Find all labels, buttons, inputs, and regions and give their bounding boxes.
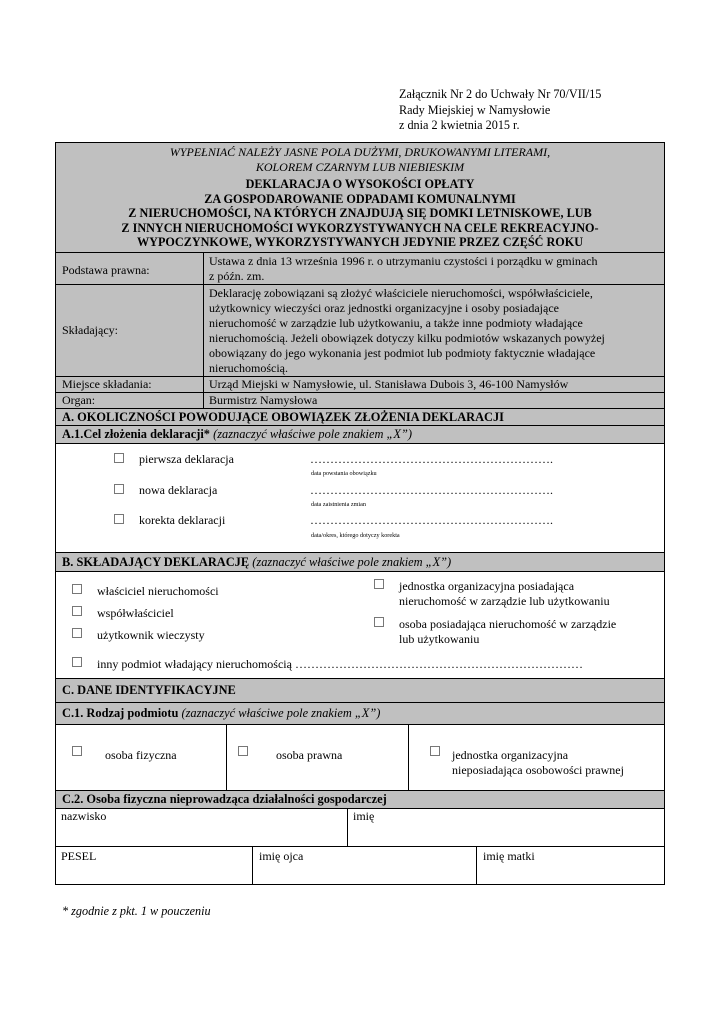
natural-person-label: osoba fizyczna <box>105 748 177 762</box>
perpetual-user-label: użytkownik wieczysty <box>97 628 205 642</box>
first-declaration-hint: data powstania obowiązku <box>311 470 377 477</box>
new-declaration-label: nowa deklaracja <box>139 483 218 497</box>
organizational-unit-no-legal-line2: nieposiadająca osobowości prawnej <box>452 763 624 777</box>
correction-declaration-date-field[interactable]: ……………………………………………………. <box>310 513 553 527</box>
organ-label: Organ: <box>62 393 96 407</box>
legal-divider <box>203 252 204 285</box>
section-a1-hint: (zaznaczyć właściwe pole znakiem „X”) <box>209 427 412 441</box>
surname-field[interactable] <box>55 808 348 847</box>
place-row <box>55 376 665 393</box>
legal-basis-label: Podstawa prawna: <box>62 263 150 277</box>
submitter-text <box>209 286 605 376</box>
checkbox-correction-declaration[interactable] <box>114 514 124 524</box>
footnote: * zgodnie z pkt. 1 w pouczeniu <box>62 904 211 918</box>
title-line5: WYPOCZYNKOWE, WYKORZYSTYWANYCH JEDYNIE PRZEZ CZĘŚĆ ROKU <box>136 235 584 250</box>
submitter-line4: nieruchomością. Jeżeli obowiązek dotyczy kilku podmiotów wskazanych powyżej <box>209 331 605 345</box>
title-line1: DEKLARACJA O WYSOKOŚCI OPŁATY <box>245 177 475 191</box>
section-a1-title: A.1.Cel złożenia deklaracji* <box>62 427 210 441</box>
mother-name-label: imię matki <box>483 849 535 863</box>
section-c1-hint: (zaznaczyć właściwe pole znakiem „X”) <box>178 706 381 720</box>
submitter-divider <box>203 284 204 377</box>
submitter-line6: nieruchomością. <box>209 361 288 375</box>
organizational-unit-label <box>399 579 610 609</box>
submitter-label: Składający: <box>62 323 118 337</box>
submitter-line3: nieruchomość w zarządzie lub użytkowaniu, a także inne podmioty władające <box>209 316 583 330</box>
checkbox-organizational-unit[interactable] <box>374 579 384 589</box>
submitter-line2: użytkownicy wieczyści oraz jednostki organizacyjne i osoby posiadające <box>209 301 559 315</box>
father-name-label: imię ojca <box>259 849 304 863</box>
attachment-note <box>399 87 601 134</box>
declaration-title <box>55 176 665 253</box>
managing-person-line2: lub użytkowaniu <box>399 632 480 646</box>
legal-line1: Ustawa z dnia 13 września 1996 r. o utrzymaniu czystości i porządku w gminach <box>209 254 598 268</box>
section-b-hint: (zaznaczyć właściwe pole znakiem „X”) <box>249 555 452 569</box>
submitter-line5: obowiązany do jego wykonania jest podmiot lub podmioty faktycznie władające <box>209 346 596 360</box>
organizational-unit-line2: nieruchomość w zarządzie lub użytkowaniu <box>399 594 610 608</box>
owner-label: właściciel nieruchomości <box>97 584 219 598</box>
section-a1-header <box>55 425 665 444</box>
section-b-title: B. SKŁADAJĄCY DEKLARACJĘ <box>62 555 250 569</box>
place-label: Miejsce składania: <box>62 377 152 391</box>
section-c1-title: C.1. Rodzaj podmiotu <box>62 706 179 720</box>
attachment-note-line2: Rady Miejskiej w Namysłowie <box>399 102 551 117</box>
section-c-header <box>55 678 665 703</box>
managing-person-line1: osoba posiadająca nieruchomość w zarządzie <box>399 617 617 631</box>
legal-person-label: osoba prawna <box>276 748 343 762</box>
section-c-title: C. DANE IDENTYFIKACYJNE <box>62 683 236 697</box>
surname-label: nazwisko <box>61 809 107 823</box>
legal-basis-row <box>55 252 665 285</box>
section-c2-header <box>55 790 665 809</box>
instruction-line2: KOLOREM CZARNYM LUB NIEBIESKIM <box>255 159 465 174</box>
place-divider <box>203 376 204 393</box>
checkbox-organizational-unit-no-legal[interactable] <box>430 746 440 756</box>
organizational-unit-no-legal-line1: jednostka organizacyjna <box>452 748 569 762</box>
first-declaration-date-field[interactable]: ……………………………………………………. <box>310 452 553 466</box>
organizational-unit-line1: jednostka organizacyjna posiadająca <box>399 579 575 593</box>
section-a-header <box>55 408 665 426</box>
organ-divider <box>203 392 204 409</box>
place-value: Urząd Miejski w Namysłowie, ul. Stanisława Dubois 3, 46-100 Namysłów <box>209 377 569 391</box>
checkbox-co-owner[interactable] <box>72 606 82 616</box>
instruction-line1: WYPEŁNIAĆ NALEŻY JASNE POLA DUŻYMI, DRUKOWANYMI LITERAMI, <box>169 145 551 159</box>
legal-basis-value <box>209 254 598 284</box>
title-line3: Z NIERUCHOMOŚCI, NA KTÓRYCH ZNAJDUJĄ SIĘ DOMKI LETNISKOWE, LUB <box>128 206 592 221</box>
first-declaration-label: pierwsza deklaracja <box>139 452 234 466</box>
checkbox-natural-person[interactable] <box>72 746 82 756</box>
checkbox-first-declaration[interactable] <box>114 453 124 463</box>
organizational-unit-no-legal-label <box>452 748 624 778</box>
section-c1-header <box>55 702 665 725</box>
correction-declaration-label: korekta deklaracji <box>139 513 226 527</box>
section-a-title: A. OKOLICZNOŚCI POWODUJĄCE OBOWIĄZEK ZŁOŻENIA DEKLARACJI <box>62 410 505 424</box>
managing-person-label <box>399 617 616 647</box>
title-line4: Z INNYCH NIERUCHOMOŚCI WYKORZYSTYWANYCH NA CELE REKREACYJNO- <box>121 220 599 235</box>
checkbox-legal-person[interactable] <box>238 746 248 756</box>
section-c2-title: C.2. Osoba fizyczna nieprowadząca działalności gospodarczej <box>62 792 387 806</box>
pesel-field[interactable] <box>55 846 253 885</box>
title-line2: ZA GOSPODAROWANIE ODPADAMI KOMUNALNYMI <box>204 191 516 206</box>
attachment-note-line1: Załącznik Nr 2 do Uchwały Nr 70/VII/15 <box>399 87 602 101</box>
c1-divider-1 <box>226 724 227 791</box>
attachment-note-line3: z dnia 2 kwietnia 2015 r. <box>399 118 520 132</box>
checkbox-managing-person[interactable] <box>374 617 384 627</box>
co-owner-label: współwłaściciel <box>97 606 174 620</box>
organ-row <box>55 392 665 409</box>
checkbox-owner[interactable] <box>72 584 82 594</box>
section-b-header <box>55 552 665 572</box>
c1-divider-2 <box>408 724 409 791</box>
checkbox-perpetual-user[interactable] <box>72 628 82 638</box>
pesel-label: PESEL <box>61 849 97 863</box>
new-declaration-hint: data zaistnienia zmian <box>311 501 366 508</box>
father-name-field[interactable] <box>252 846 477 885</box>
checkbox-other-entity[interactable] <box>72 657 82 667</box>
checkbox-new-declaration[interactable] <box>114 484 124 494</box>
other-entity-field[interactable]: inny podmiot władający nieruchomością ……………………………………………………………… <box>97 657 583 671</box>
submitter-row <box>55 284 665 377</box>
correction-declaration-hint: data/okres, którego dotyczy korekta <box>311 532 400 539</box>
new-declaration-date-field[interactable]: ……………………………………………………. <box>310 483 553 497</box>
organ-value: Burmistrz Namysłowa <box>209 393 318 407</box>
mother-name-field[interactable] <box>476 846 665 885</box>
submitter-line1: Deklarację zobowiązani są złożyć właściciele nieruchomości, współwłaściciele, <box>209 286 593 300</box>
first-name-label: imię <box>353 809 375 823</box>
legal-line2: z późn. zm. <box>209 269 265 283</box>
first-name-field[interactable] <box>347 808 665 847</box>
instruction-banner <box>55 142 665 177</box>
